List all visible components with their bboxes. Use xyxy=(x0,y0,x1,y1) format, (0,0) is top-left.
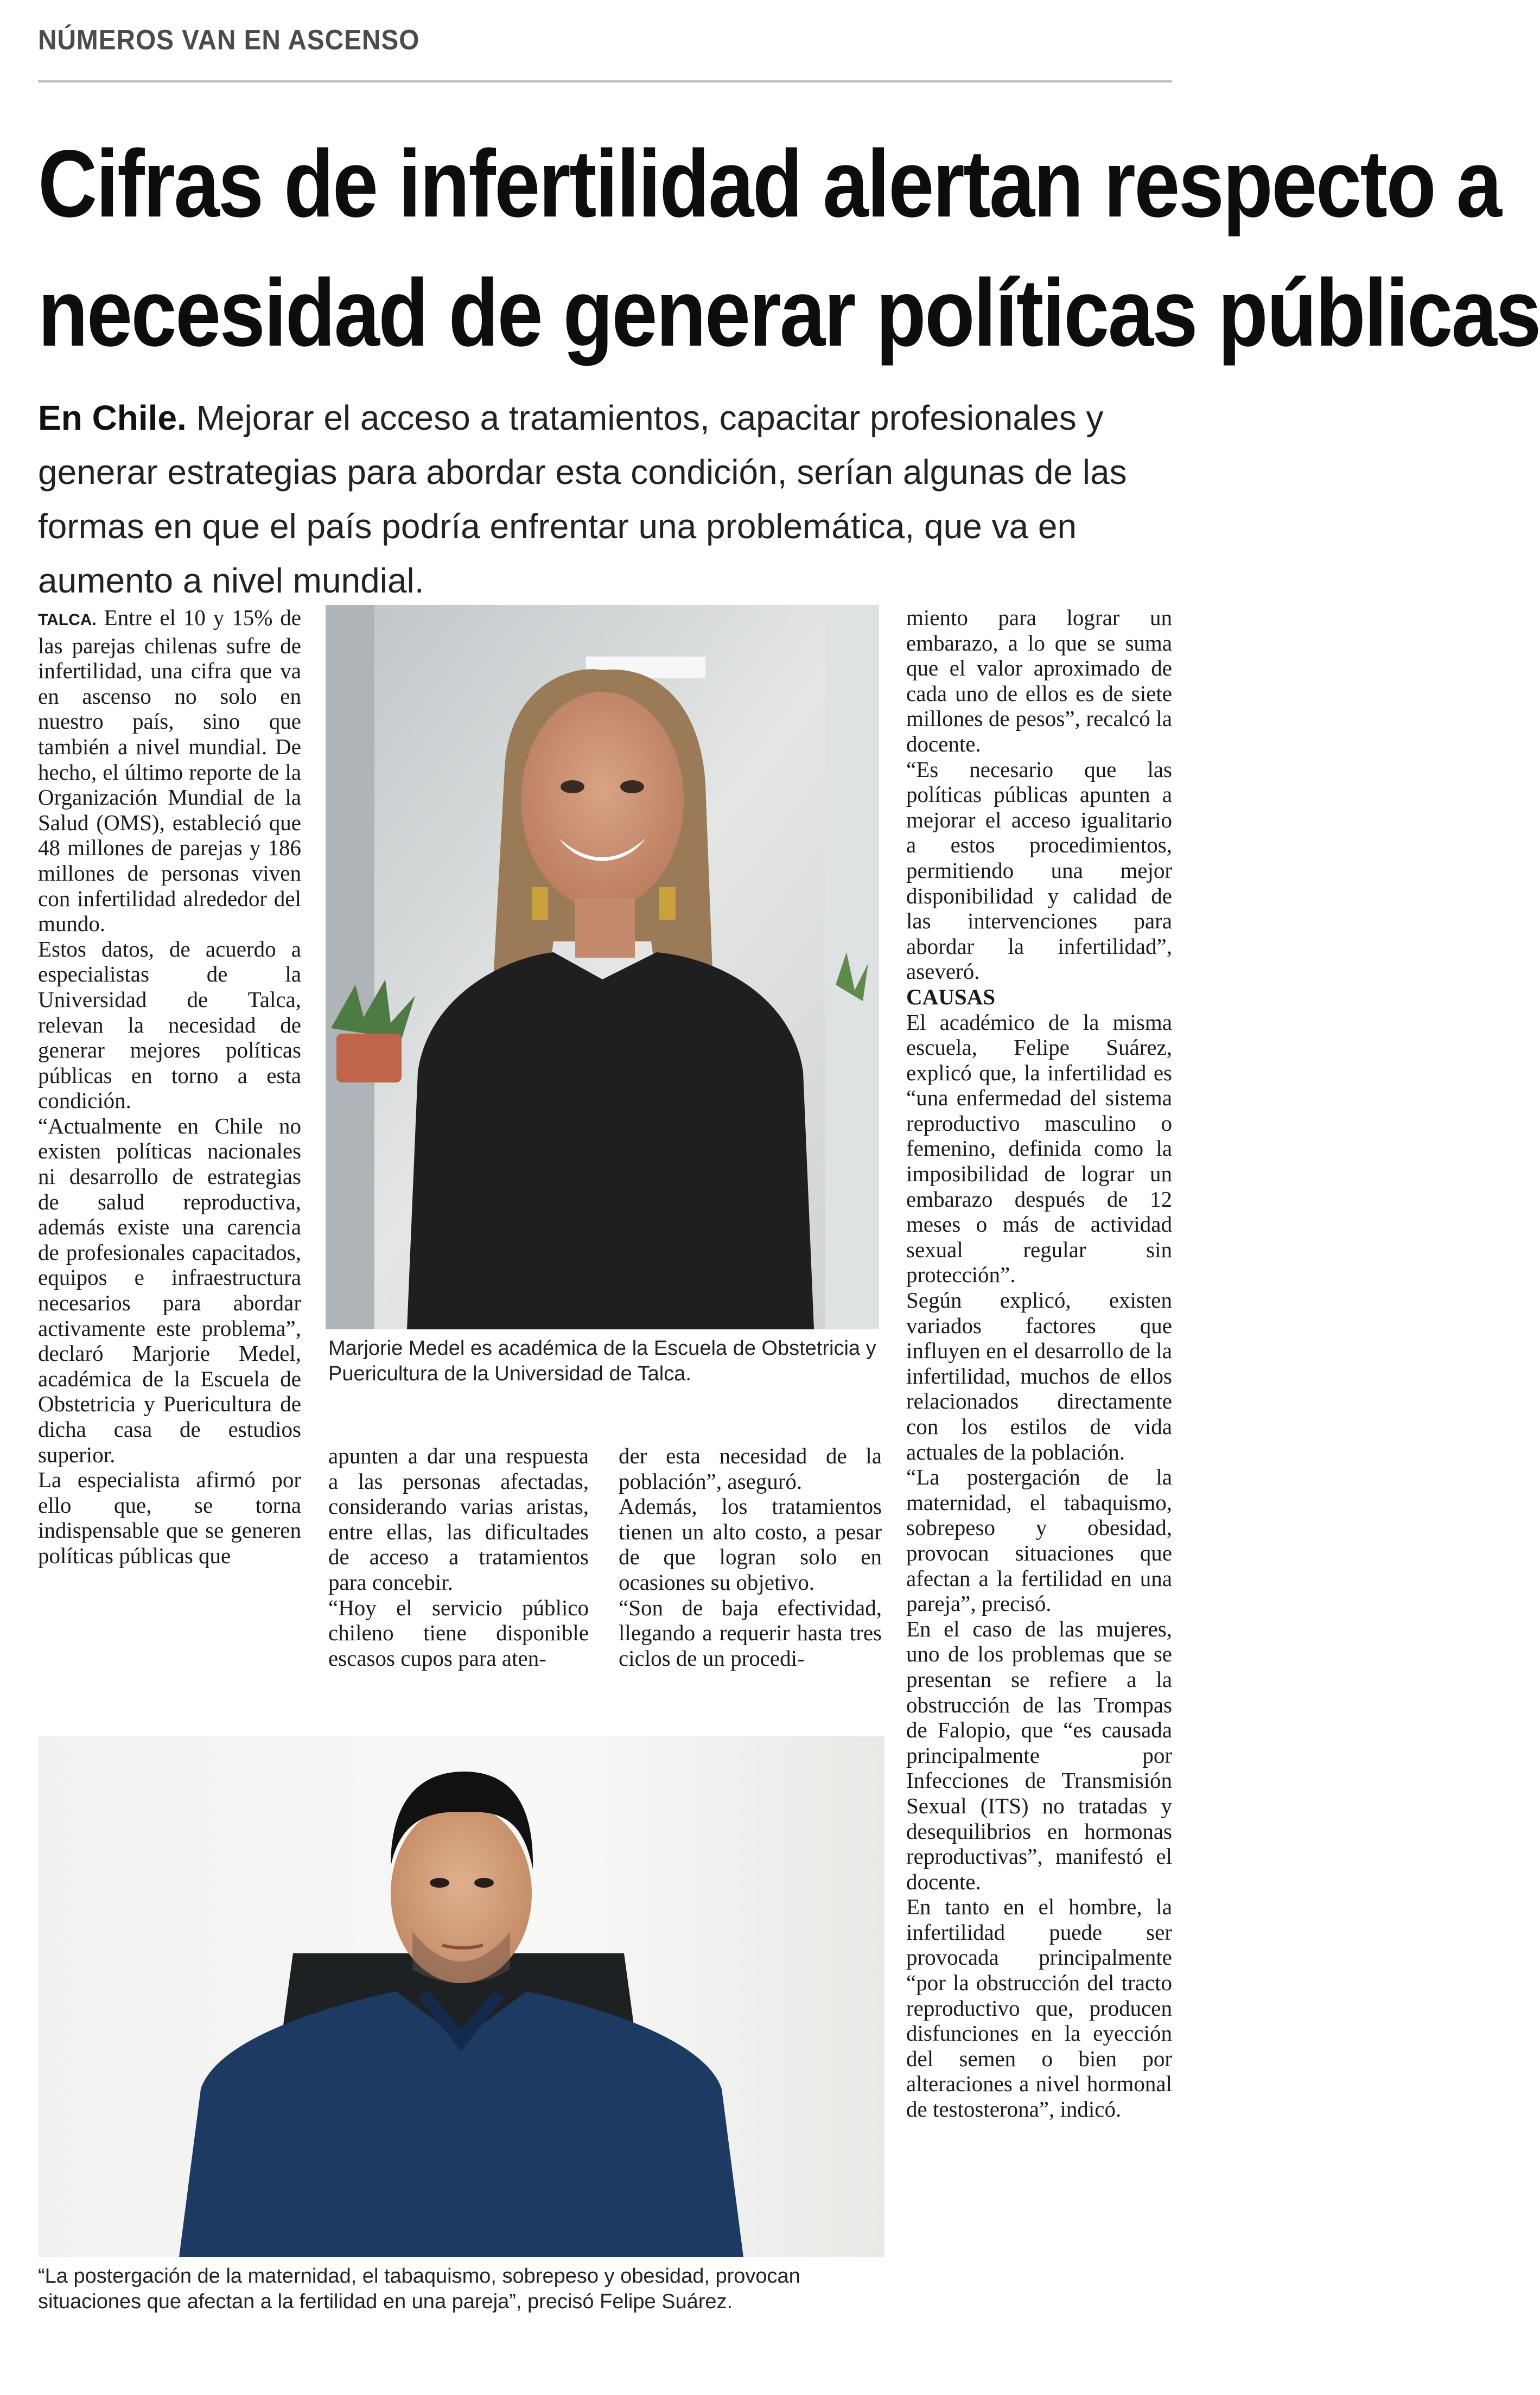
deck-lead: En Chile. xyxy=(38,398,187,437)
section-kicker: NÚMEROS VAN EN ASCENSO xyxy=(38,24,420,56)
photo-felipe-suarez xyxy=(38,1736,884,2257)
paragraph: der esta necesidad de la población”, aseguró. xyxy=(619,1443,882,1494)
paragraph: Además, los tratamientos tienen un alto costo, a pesar de que logran solo en ocasiones su objetivo. xyxy=(619,1494,882,1595)
article-column-3 xyxy=(619,1443,882,1671)
headline-line-2: necesidad de generar políticas públicas xyxy=(38,260,1540,366)
paragraph: “Hoy el servicio público chileno tiene disponible escasos cupos para aten- xyxy=(328,1595,589,1671)
photo-marjorie-medel xyxy=(326,605,879,1329)
headline-line-1: Cifras de infertilidad alertan respecto a xyxy=(38,131,1501,237)
header-divider xyxy=(38,80,1172,82)
headline xyxy=(38,119,1540,378)
dateline: TALCA. xyxy=(38,611,97,629)
paragraph: Estos datos, de acuerdo a especialistas de la Universidad de Talca, relevan la necesidad de generar mejores políticas públicas en torno a esta condición. xyxy=(38,936,301,1113)
paragraph: “Es necesario que las políticas públicas apunten a mejorar el acceso igualitario a estos procedimientos, permitiendo una mejor disponibilidad y calidad de las intervenciones para abordar la infertilidad”, aseveró. xyxy=(906,756,1172,984)
paragraph: apunten a dar una respuesta a las personas afectadas, considerando varias aristas, entre ellas, las dificultades de acceso a tratamientos para concebir. xyxy=(328,1443,589,1595)
photo-caption-2: “La postergación de la maternidad, el tabaquismo, sobrepeso y obesidad, provocan situaciones que afectan a la fertilidad en una pareja”, precisó Felipe Suárez. xyxy=(38,2265,800,2313)
paragraph: “Actualmente en Chile no existen políticas nacionales ni desarrollo de estrategias de salud reproductiva, además existe una carencia de profesionales capacitados, equipos e infraestructura necesarios para abordar activamente este problema”, declaró Marjorie Medel, académica de la Escuela de Obstetricia y Puericultura de dicha casa de estudios superior. xyxy=(38,1113,301,1467)
article-column-2 xyxy=(328,1443,589,1671)
article-column-4 xyxy=(906,605,1172,2122)
subhead-causas: CAUSAS xyxy=(906,984,996,1009)
paragraph: En el caso de las mujeres, uno de los problemas que se presentan se refiere a la obstrucción de las Trompas de Falopio, que “es causada principalmente por Infecciones de Transmisión Sexual (ITS) no tratadas y desequilibrios en hormonas reproductivas”, manifestó el docente. xyxy=(906,1616,1172,1894)
paragraph: TALCA. Entre el 10 y 15% de las parejas chilenas sufre de infertilidad, una cifra que va en ascenso no solo en nuestro país, sino que también a nivel mundial. De hecho, el último reporte de la Organización Mundial de la Salud (OMS), estableció que 48 millones de parejas y 186 millones de personas viven con infertilidad alrededor del mundo. xyxy=(38,605,301,937)
deck xyxy=(38,391,1172,608)
paragraph: “Son de baja efectividad, llegando a requerir hasta tres ciclos de un procedi- xyxy=(619,1595,882,1671)
paragraph: La especialista afirmó por ello que, se torna indispensable que se generen políticas públicas que xyxy=(38,1467,301,1568)
paragraph: El académico de la misma escuela, Felipe Suárez, explicó que, la infertilidad es “una enfermedad del sistema reproductivo masculino o femenino, definida como la imposibilidad de lograr un embarazo después de 12 meses o más de actividad sexual regular sin protección”. xyxy=(906,1009,1172,1288)
paragraph: En tanto en el hombre, la infertilidad puede ser provocada principalmente “por la obstrucción del tracto reproductivo que, producen disfunciones en la eyección del semen o bien por alteraciones a nivel hormonal de testosterona”, indicó. xyxy=(906,1894,1172,2122)
portrait-man-image xyxy=(38,1736,884,2257)
paragraph: miento para lograr un embarazo, a lo que se suma que el valor aproximado de cada uno de ellos es de siete millones de pesos”, recalcó la docente. xyxy=(906,605,1172,756)
paragraph: “La postergación de la maternidad, el tabaquismo, sobrepeso y obesidad, provocan situaciones que afectan a la fertilidad en una pareja”, precisó. xyxy=(906,1464,1172,1616)
portrait-woman-image xyxy=(326,605,879,1329)
photo-caption-1: Marjorie Medel es académica de la Escuela de Obstetricia y Puericultura de la Universidad de Talca. xyxy=(328,1337,876,1385)
deck-text: Mejorar el acceso a tratamientos, capacitar profesionales y generar estrategias para abordar esta condición, serían algunas de las formas en que el país podría enfrentar una problemática, que va en aumento a nivel mundial. xyxy=(38,398,1127,600)
paragraph: Según explicó, existen variados factores que influyen en el desarrollo de la infertilidad, muchos de ellos relacionados directamente con los estilos de vida actuales de la población. xyxy=(906,1288,1172,1464)
article-column-1 xyxy=(38,605,301,1569)
